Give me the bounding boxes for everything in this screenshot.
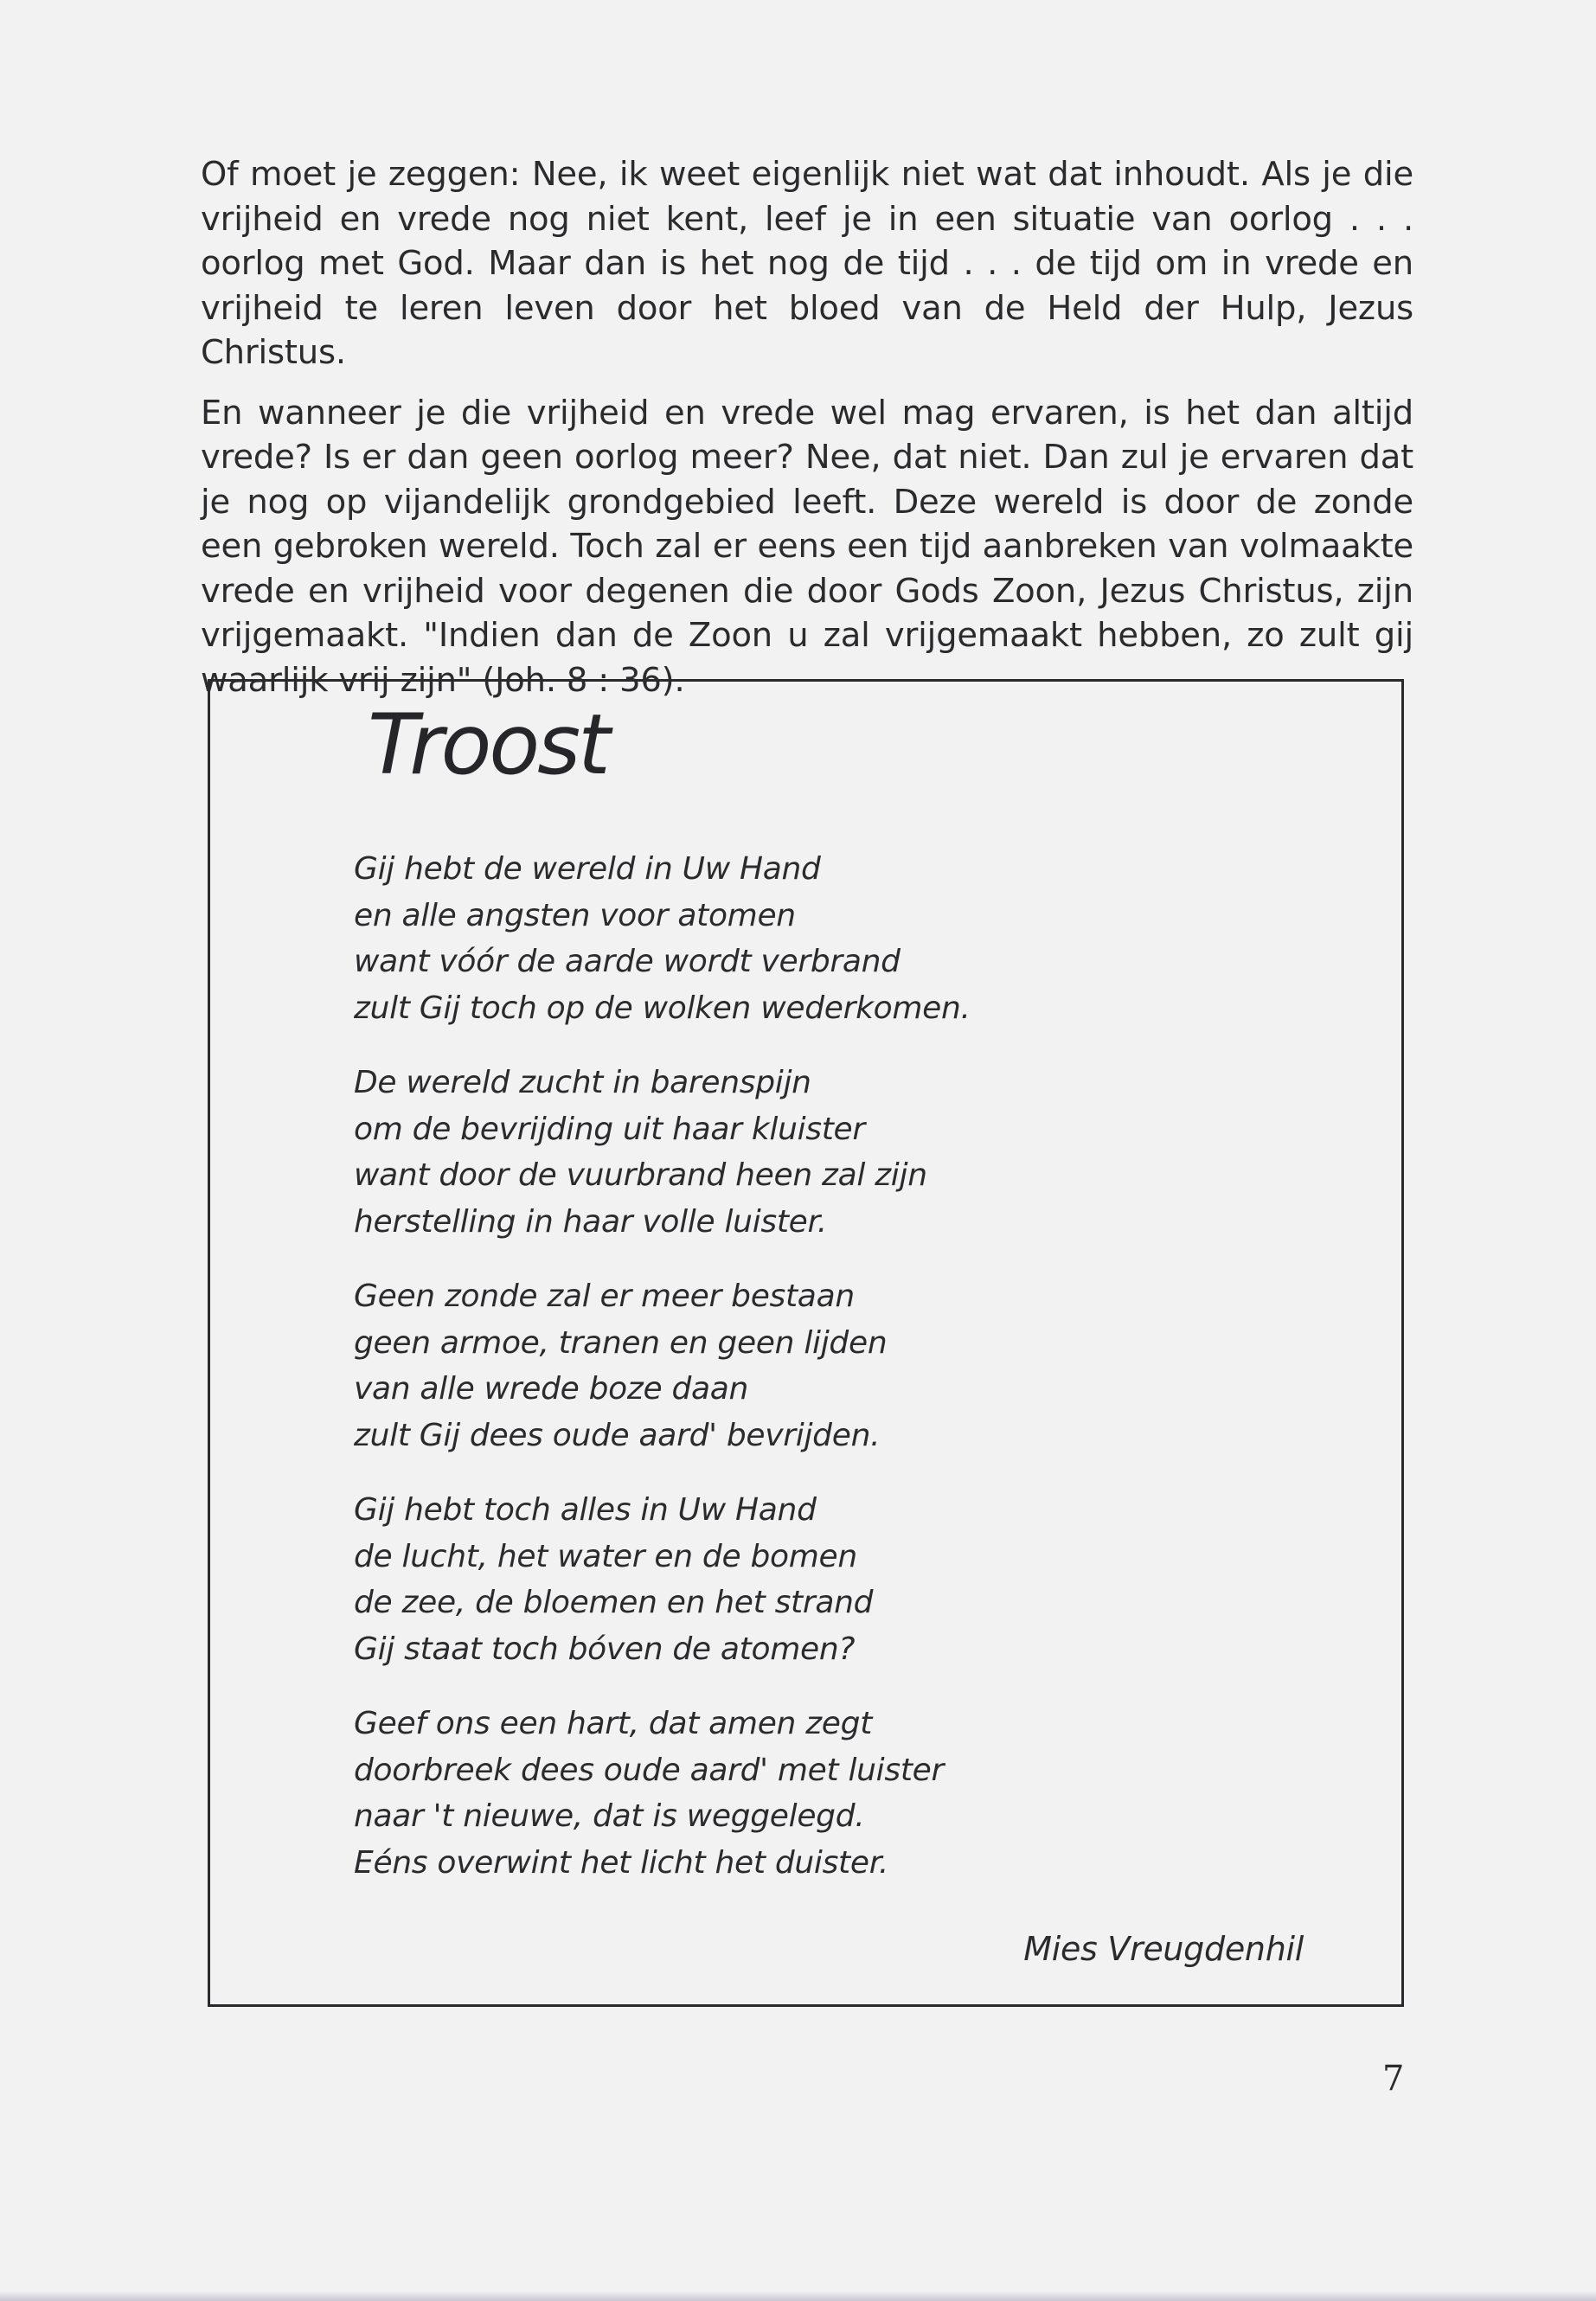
poem-line: zult Gij toch op de wolken wederkomen. xyxy=(354,990,971,1026)
page-edge-divider xyxy=(0,2291,1596,2301)
poem-stanza-5 xyxy=(354,1701,1305,1886)
poem-line: Gij hebt de wereld in Uw Hand xyxy=(354,851,821,887)
poem-line: Gij staat toch bóven de atomen? xyxy=(354,1631,856,1667)
poem-line: de zee, de bloemen en het strand xyxy=(354,1585,874,1620)
prose-paragraph-1: Of moet je zeggen: Nee, ik weet eigenlijk niet wat dat inhoudt. Als je die vrijheid en vrede nog niet kent, leef je in een situatie van oorlog . . . oorlog met God. Maar dan is het nog de tijd . . . de tijd om in vrede en vrijheid te leren leven door het bloed van de Held der Hulp, Jezus Christus. xyxy=(201,155,1413,372)
poem-line: naar 't nieuwe, dat is weggelegd. xyxy=(354,1798,865,1834)
poem-stanza-4 xyxy=(354,1487,1305,1672)
poem-line: doorbreek dees oude aard' met luister xyxy=(354,1752,945,1788)
poem-line: en alle angsten voor atomen xyxy=(354,897,796,933)
poem-title: Troost xyxy=(368,696,608,793)
poem-line: van alle wrede boze daan xyxy=(354,1371,749,1407)
prose-paragraph-2: En wanneer je die vrijheid en vrede wel mag ervaren, is het dan altijd vrede? Is er dan geen oorlog meer? Nee, dat niet. Dan zul je ervaren dat je nog op vijandelijk grondgebied leeft. Deze wereld is door de zonde een gebroken wereld. Toch zal er eens een tijd aanbreken van volmaakte vrede en vrijheid voor degenen die door Gods Zoon, Jezus Christus, zijn vrijgemaakt. "Indien dan de Zoon u zal vrijgemaakt hebben, zo zult gij waarlijk vrij zijn" (Joh. 8 : 36). xyxy=(201,393,1413,700)
poem-line: Geef ons een hart, dat amen zegt xyxy=(354,1706,873,1741)
page-number: 7 xyxy=(1382,2059,1405,2099)
poem-line: zult Gij dees oude aard' bevrijden. xyxy=(354,1417,881,1453)
poem-stanza-3 xyxy=(354,1273,1305,1458)
poem-line: Geen zonde zal er meer bestaan xyxy=(354,1279,855,1314)
poem-line: want door de vuurbrand heen zal zijn xyxy=(354,1157,927,1193)
poem-line: om de bevrijding uit haar kluister xyxy=(354,1111,865,1147)
poem-line: De wereld zucht in barenspijn xyxy=(354,1065,811,1100)
poem-box xyxy=(208,679,1404,2007)
poem-stanza-2 xyxy=(354,1060,1305,1245)
poem-author: Mies Vreugdenhil xyxy=(1023,1930,1304,1968)
poem-line: Eéns overwint het licht het duister. xyxy=(354,1844,889,1881)
poem-line: herstelling in haar volle luister. xyxy=(354,1203,827,1240)
prose-section xyxy=(201,152,1413,718)
poem-stanza-1 xyxy=(354,846,1305,1031)
poem-stanzas xyxy=(354,846,1305,1914)
poem-line: Gij hebt toch alles in Uw Hand xyxy=(354,1492,817,1528)
poem-line: de lucht, het water en de bomen xyxy=(354,1538,857,1574)
poem-line: want vóór de aarde wordt verbrand xyxy=(354,944,901,979)
poem-line: geen armoe, tranen en geen lijden xyxy=(354,1324,888,1361)
